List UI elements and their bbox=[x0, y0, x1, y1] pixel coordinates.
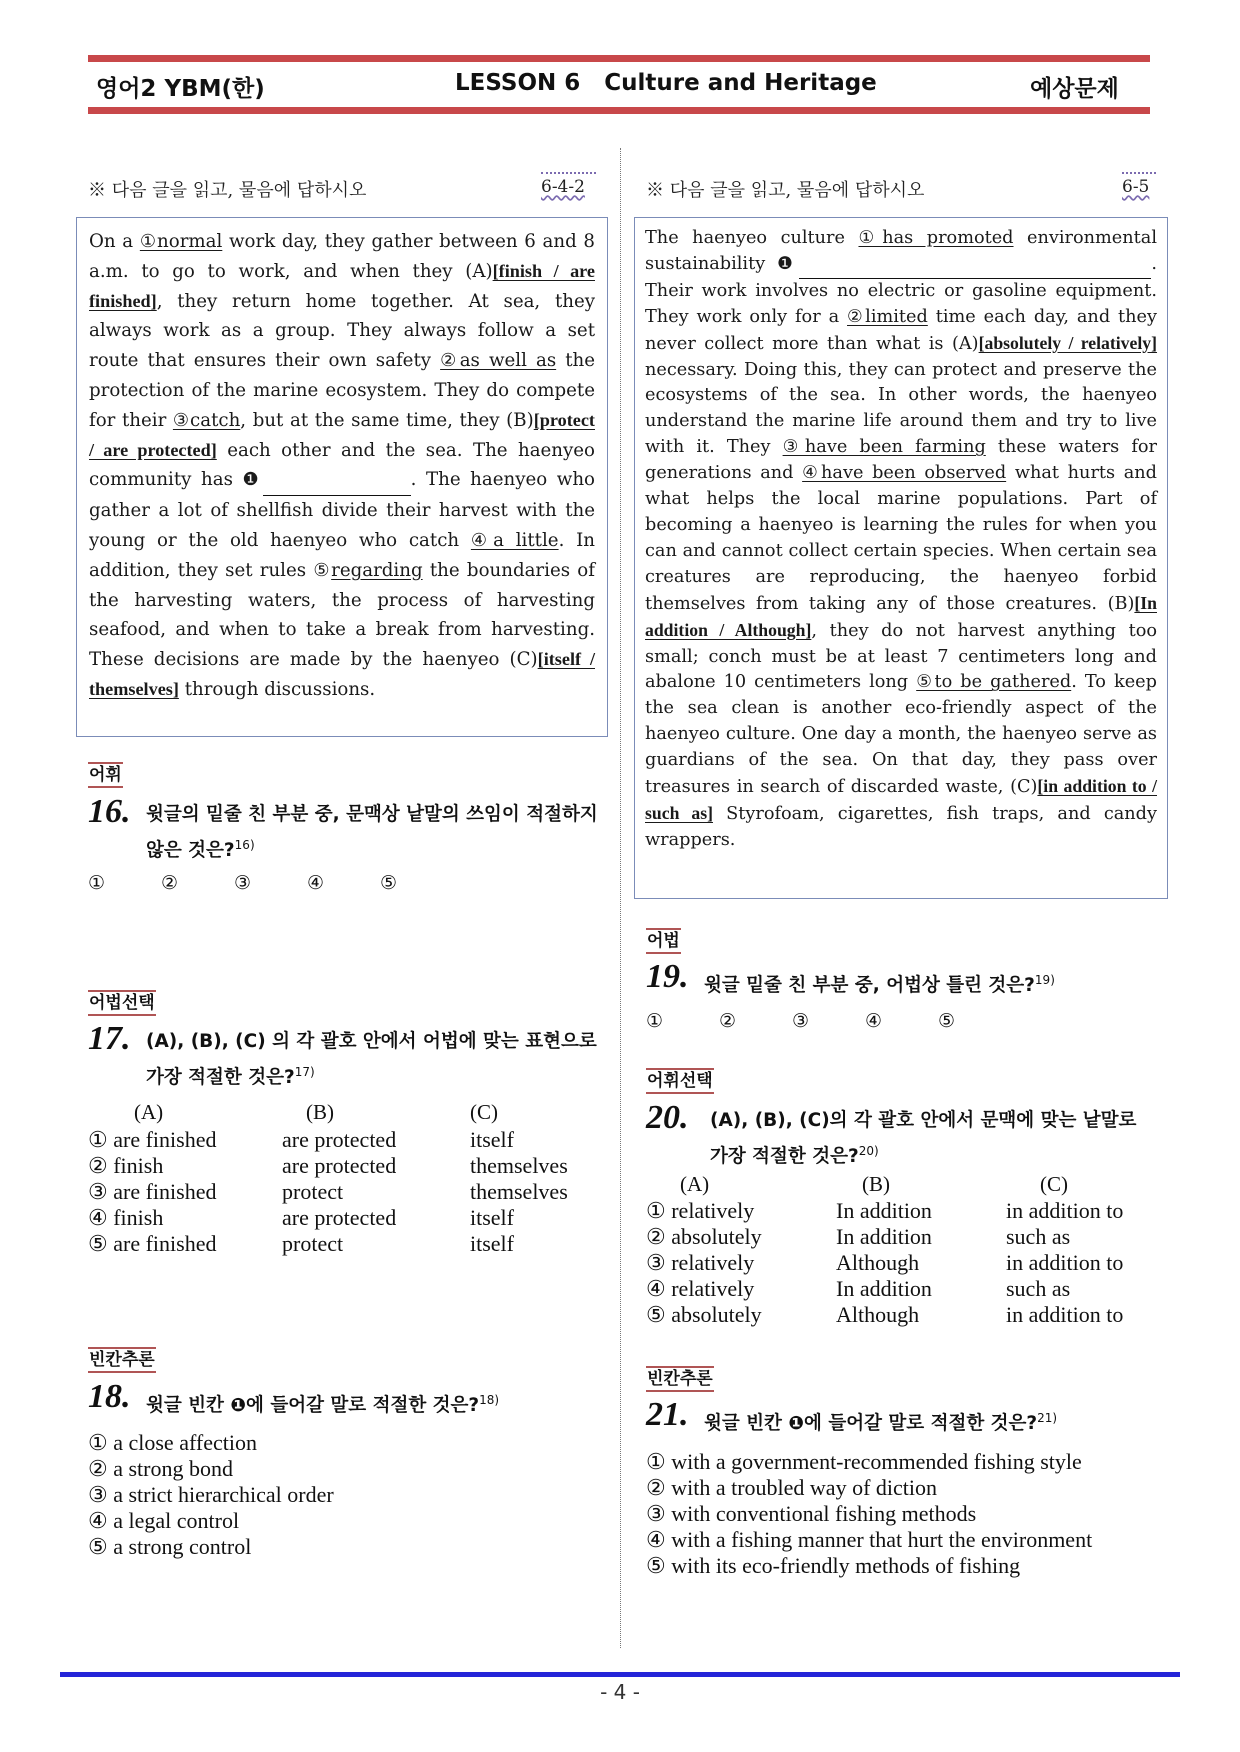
q17-question: (A), (B), (C) 의 각 괄호 안에서 어법에 맞는 표현으로 가장 적절한 것은?$^{17)}$ bbox=[146, 1031, 597, 1089]
q18-type-tag: 빈칸추론 bbox=[88, 1347, 156, 1373]
q17-option-5-c: itself bbox=[470, 1231, 514, 1256]
q21-option-5[interactable]: ⑤ with its eco-friendly methods of fishing bbox=[646, 1553, 1021, 1578]
q17-col-c: (C) bbox=[470, 1100, 498, 1124]
q17-option-2-c: themselves bbox=[470, 1153, 568, 1178]
q17-option-4-a[interactable]: ④ finish bbox=[88, 1205, 164, 1230]
q17-option-1-a[interactable]: ① are finished bbox=[88, 1127, 217, 1152]
q17-type-tag: 어법선택 bbox=[88, 990, 156, 1016]
q20-option-4-b: In addition bbox=[836, 1276, 932, 1301]
q18-option-4[interactable]: ④ a legal control bbox=[88, 1508, 240, 1533]
q19-option[interactable]: ② bbox=[719, 1010, 737, 1032]
q17-option-1-c: itself bbox=[470, 1127, 514, 1152]
q17-option-2-b: are protected bbox=[282, 1153, 397, 1178]
q21-option-3[interactable]: ③ with conventional fishing methods bbox=[646, 1501, 977, 1526]
q16-options bbox=[88, 872, 420, 894]
left-passage-code: 6-4-2 bbox=[541, 177, 585, 197]
q19-question: 윗글 밑줄 친 부분 중, 어법상 틀린 것은?$^{19)}$ bbox=[704, 973, 1055, 997]
q18-option-2[interactable]: ② a strong bond bbox=[88, 1456, 233, 1481]
right-instruction: ※ 다음 글을 읽고, 물음에 답하시오 bbox=[646, 180, 925, 201]
q20-col-c: (C) bbox=[1040, 1172, 1068, 1196]
q20-option-3-c: in addition to bbox=[1006, 1250, 1124, 1275]
q20-option-1-a[interactable]: ① relatively bbox=[646, 1198, 755, 1223]
q19-option[interactable]: ④ bbox=[865, 1010, 883, 1032]
q20-option-4-a[interactable]: ④ relatively bbox=[646, 1276, 755, 1301]
q21-option-2[interactable]: ② with a troubled way of diction bbox=[646, 1475, 937, 1500]
right-passage-text: The haenyeo culture ①has promoted environmental sustainability ❶ . Their work involves no electric or gasoline equipment. They work only for a ②limited time each day, and they never collect more than what is (A)[absolutely / relatively] necessary. Doing this, they can protect and preserve the ecosystems of the sea. In other words, the haenyeo understand the marine life around them and try to live with it. They ③have been farming these waters for generations and ④have been observed what hurts and what helps the local marine populations. Part of becoming a haenyeo is learning the rules for when you can and cannot collect certain species. When certain sea creatures are reproducing, the haenyeo forbid themselves from taking any of those creatures. (B)[In addition / Although], they do not harvest anything too small; conch must be at least 7 centimeters long and abalone 10 centimeters long ⑤to be gathered. To keep the sea clean is another eco-friendly aspect of the haenyeo culture. One day a month, the haenyeo serve as guardians of the sea. On that day, they pass over treasures in search of discarded waste, (C)[in addition to / such as] Styrofoam, cigarettes, fish traps, and candy wrappers. bbox=[645, 228, 1158, 850]
column-divider bbox=[620, 148, 621, 1648]
q18-option-1[interactable]: ① a close affection bbox=[88, 1430, 257, 1455]
q20-option-5-b: Although bbox=[836, 1302, 920, 1327]
q20-col-a: (A) bbox=[680, 1172, 710, 1196]
q18-question: 윗글 빈칸 ❶에 들어갈 말로 적절한 것은?$^{18)}$ bbox=[146, 1393, 500, 1417]
q16-option[interactable]: ⑤ bbox=[380, 872, 398, 894]
q17-option-5-b: protect bbox=[282, 1231, 344, 1256]
q20-question: (A), (B), (C)의 각 괄호 안에서 문맥에 맞는 낱말로 가장 적절한 것은?$^{20)}$ bbox=[710, 1110, 1137, 1168]
blank-1 bbox=[263, 465, 411, 496]
q19-options bbox=[646, 1010, 978, 1032]
q19-number: 19. bbox=[646, 958, 689, 995]
left-passage-text: On a ①normal work day, they gather between 6 and 8 a.m. to go to work, and when they (A)[finish / are finished], they return home together. At sea, they always work as a group. They always follow a set route that ensures their own safety ②as well as the protection of the marine ecosystem. They do compete for their ③catch, but at the same time, they (B)[protect / are protected] each other and the sea. The haenyeo community has ❶ . The haenyeo who gather a lot of shellfish divide their harvest with the young or the old haenyeo who catch ④a little. In addition, they set rules ⑤regarding the boundaries of the harvesting waters, the process of harvesting seafood, and when to take a break from harvesting. These decisions are made by the haenyeo (C)[itself / themselves] through discussions. bbox=[89, 231, 596, 700]
header-course: 영어2 YBM(한) bbox=[96, 76, 265, 102]
q16-option[interactable]: ① bbox=[88, 872, 106, 894]
q17-option-3-a[interactable]: ③ are finished bbox=[88, 1179, 217, 1204]
q21-number: 21. bbox=[646, 1396, 689, 1433]
q17-option-3-b: protect bbox=[282, 1179, 344, 1204]
q21-option-1[interactable]: ① with a government-recommended fishing style bbox=[646, 1449, 1082, 1474]
q17-col-b: (B) bbox=[306, 1100, 334, 1124]
q16-option[interactable]: ③ bbox=[234, 872, 252, 894]
q17-option-2-a[interactable]: ② finish bbox=[88, 1153, 164, 1178]
footer-rule bbox=[60, 1672, 1180, 1677]
q20-option-1-b: In addition bbox=[836, 1198, 932, 1223]
q20-option-1-c: in addition to bbox=[1006, 1198, 1124, 1223]
header-doc-type: 예상문제 bbox=[1030, 76, 1119, 102]
q17-option-4-c: itself bbox=[470, 1205, 514, 1230]
q21-type-tag: 빈칸추론 bbox=[646, 1366, 714, 1392]
q20-option-3-b: Although bbox=[836, 1250, 920, 1275]
q18-option-3[interactable]: ③ a strict hierarchical order bbox=[88, 1482, 334, 1507]
q17-option-4-b: are protected bbox=[282, 1205, 397, 1230]
q16-question: 윗글의 밑줄 친 부분 중, 문맥상 낱말의 쓰임이 적절하지 않은 것은?$^{16)}$ bbox=[146, 804, 598, 862]
q20-option-2-b: In addition bbox=[836, 1224, 932, 1249]
q20-option-2-a[interactable]: ② absolutely bbox=[646, 1224, 762, 1249]
header-top-rule bbox=[88, 55, 1150, 62]
q21-question: 윗글 빈칸 ❶에 들어갈 말로 적절한 것은?$^{21)}$ bbox=[704, 1411, 1058, 1435]
right-passage-box bbox=[634, 217, 1168, 899]
q17-option-3-c: themselves bbox=[470, 1179, 568, 1204]
q20-option-5-c: in addition to bbox=[1006, 1302, 1124, 1327]
q19-option[interactable]: ① bbox=[646, 1010, 664, 1032]
q17-col-a: (A) bbox=[134, 1100, 164, 1124]
q17-option-1-b: are protected bbox=[282, 1127, 397, 1152]
q18-option-5[interactable]: ⑤ a strong control bbox=[88, 1534, 252, 1559]
blank-1 bbox=[799, 252, 1151, 279]
q20-col-b: (B) bbox=[862, 1172, 890, 1196]
q20-number: 20. bbox=[646, 1099, 689, 1136]
q19-option[interactable]: ⑤ bbox=[938, 1010, 956, 1032]
q16-number: 16. bbox=[88, 793, 131, 830]
q19-type-tag: 어법 bbox=[646, 928, 681, 954]
page-number: - 4 - bbox=[600, 1680, 640, 1704]
q16-option[interactable]: ④ bbox=[307, 872, 325, 894]
q17-option-5-a[interactable]: ⑤ are finished bbox=[88, 1231, 217, 1256]
q21-option-4[interactable]: ④ with a fishing manner that hurt the environment bbox=[646, 1527, 1093, 1552]
q17-number: 17. bbox=[88, 1020, 131, 1057]
q18-number: 18. bbox=[88, 1378, 131, 1415]
right-passage-code: 6-5 bbox=[1122, 177, 1150, 197]
q20-option-3-a[interactable]: ③ relatively bbox=[646, 1250, 755, 1275]
q19-option[interactable]: ③ bbox=[792, 1010, 810, 1032]
q20-option-2-c: such as bbox=[1006, 1224, 1071, 1249]
header-bottom-rule bbox=[88, 107, 1150, 114]
header-lesson-title: LESSON 6 Culture and Heritage bbox=[455, 70, 877, 96]
q20-option-4-c: such as bbox=[1006, 1276, 1071, 1301]
q16-type-tag: 어휘 bbox=[88, 762, 123, 788]
left-instruction: ※ 다음 글을 읽고, 물음에 답하시오 bbox=[88, 180, 367, 201]
q20-option-5-a[interactable]: ⑤ absolutely bbox=[646, 1302, 762, 1327]
q16-option[interactable]: ② bbox=[161, 872, 179, 894]
q20-type-tag: 어휘선택 bbox=[646, 1068, 714, 1094]
left-passage-box bbox=[76, 217, 608, 737]
